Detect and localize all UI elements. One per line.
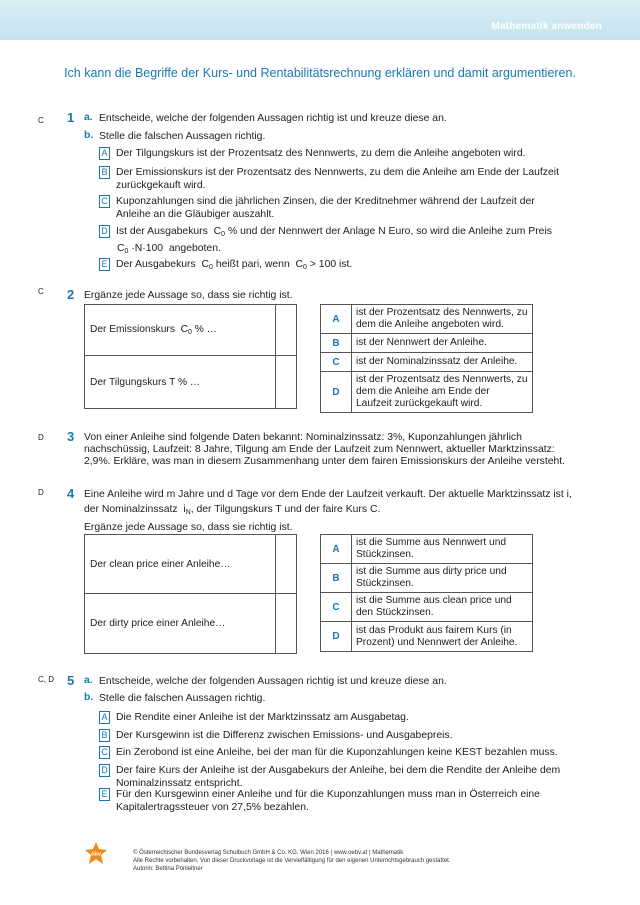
task5-level: C, D (38, 675, 54, 684)
task2-option-c: ist der Nominalzinssatz der Anleihe. (352, 353, 533, 372)
task2-left-statement-1: Der Emissionskurs C0 % … (85, 305, 276, 356)
task5-a-label: a. (84, 675, 93, 686)
task4-right-table (320, 534, 533, 652)
task5-checkbox-a[interactable]: A (99, 711, 110, 724)
task1-a-text: Entscheide, welche der folgenden Aussagen richtig ist und kreuze diese an. (99, 113, 447, 124)
task1-statement-a: Der Tilgungskurs ist der Prozentsatz des Nennwerts, zu dem die Anleihe angeboten wird. (116, 148, 526, 159)
task4-option-label-d: D (321, 622, 352, 652)
task4-option-c: ist die Summe aus clean price und den Stückzinsen. (352, 593, 533, 622)
task4-option-d: ist das Produkt aus fairem Kurs (in Prozent) und Nennwert der Anleihe. (352, 622, 533, 652)
task5-statement-c: Ein Zerobond ist eine Anleihe, bei der man für die Kuponzahlungen keine KEST bezahlen muss. (116, 747, 558, 758)
task2-option-a: ist der Prozentsatz des Nennwerts, zu dem die Anleihe angeboten wird. (352, 305, 533, 334)
task1-statement-c-line1: Kuponzahlungen sind die jährlichen Zinsen, die der Kreditnehmer während der Laufzeit der (116, 196, 535, 207)
task5-statement-e-line1: Für den Kursgewinn einer Anleihe und für die Kuponzahlungen muss man in Österreich eine (116, 789, 540, 800)
task3-number: 3 (67, 429, 75, 444)
task2-option-label-d: D (321, 372, 352, 413)
task4-left-table (84, 534, 297, 654)
task4-left-statement-1: Der clean price einer Anleihe… (85, 535, 276, 594)
task1-b-label: b. (84, 130, 94, 141)
task1-statement-d-line2: C0 ·N·100 angeboten. (117, 243, 221, 255)
task5-statement-d-line2: Nominalzinssatz entspricht. (116, 778, 243, 789)
task2-level: C (38, 287, 44, 296)
task2-intro: Ergänze jede Aussage so, dass sie richtig ist. (84, 290, 293, 301)
task5-checkbox-e[interactable]: E (99, 788, 110, 801)
task1-number: 1 (67, 110, 75, 125)
task5-checkbox-c[interactable]: C (99, 746, 110, 759)
task3-line1: Von einer Anleihe sind folgende Daten bekannt: Nominalzinssatz: 3%, Kuponzahlungen jährlich (84, 432, 522, 443)
task5-number: 5 (67, 673, 75, 688)
task4-answer-cell-2[interactable] (276, 594, 297, 654)
task1-level: C (38, 116, 44, 125)
task4-option-b: ist die Summe aus dirty price und Stückzinsen. (352, 564, 533, 593)
task1-statement-c-line2: Anleihe an die Gläubiger auszahlt. (116, 209, 275, 220)
header-band (0, 0, 640, 40)
task3-line2: nachschüssig, Laufzeit: 8 Jahre, Tilgung am Ende der Laufzeit zum Nennwert, aktueller Marktzinssatz: (84, 444, 555, 455)
footer-author: Autorin: Bettina Ponleitner (133, 866, 203, 872)
task4-line1: Eine Anleihe wird m Jahre und d Tage vor dem Ende der Laufzeit verkauft. Der aktuelle Marktzinssatz ist i, (84, 489, 572, 500)
task5-a-text: Entscheide, welche der folgenden Aussagen richtig ist und kreuze diese an. (99, 676, 447, 687)
task2-right-table (320, 304, 533, 413)
task1-checkbox-c[interactable]: C (99, 195, 110, 208)
publisher-logo-text: öbv (91, 851, 101, 858)
task3-level: D (38, 433, 44, 442)
task5-statement-b: Der Kursgewinn ist die Differenz zwischen Emissions- und Ausgabepreis. (116, 730, 453, 741)
task3-line3: 2,9%. Erkläre, was man in diesem Zusammenhang unter dem fairen Emissionskurs der Anleihe versteht. (84, 456, 566, 467)
task4-intro: Ergänze jede Aussage so, dass sie richtig ist. (84, 522, 293, 533)
task1-checkbox-a[interactable]: A (99, 147, 110, 160)
task4-option-label-a: A (321, 535, 352, 564)
task5-b-text: Stelle die falschen Aussagen richtig. (99, 693, 266, 704)
task4-answer-cell-1[interactable] (276, 535, 297, 594)
task4-option-label-b: B (321, 564, 352, 593)
task5-b-label: b. (84, 692, 94, 703)
task1-checkbox-d[interactable]: D (99, 225, 110, 238)
task2-answer-cell-1[interactable] (276, 305, 297, 356)
task1-statement-b-line2: zurückgekauft wird. (116, 180, 206, 191)
task5-checkbox-d[interactable]: D (99, 764, 110, 777)
footer-rights: Alle Rechte vorbehalten. Von dieser Druckvorlage ist die Vervielfältigung für den eigenen Unterrichtsgebrauch gestattet. (133, 858, 451, 864)
task4-number: 4 (67, 486, 75, 501)
task1-statement-e: Der Ausgabekurs C0 heißt pari, wenn C0 > 100 ist. (116, 259, 353, 271)
learning-goal: Ich kann die Begriffe der Kurs- und Rentabilitätsrechnung erklären und damit argumentieren. (64, 66, 576, 80)
task2-answer-cell-2[interactable] (276, 356, 297, 409)
task4-option-a: ist die Summe aus Nennwert und Stückzinsen. (352, 535, 533, 564)
task5-checkbox-b[interactable]: B (99, 729, 110, 742)
task2-left-table (84, 304, 297, 409)
task1-a-label: a. (84, 112, 93, 123)
task4-line2: der Nominalzinssatz iN, der Tilgungskurs T und der faire Kurs C. (84, 504, 381, 516)
task5-statement-d-line1: Der faire Kurs der Anleihe ist der Ausgabekurs der Anleihe, bei dem die Rendite der Anleihe dem (116, 765, 561, 776)
task5-statement-e-line2: Kapitalertragssteuer von 27,5% bezahlen. (116, 802, 309, 813)
task2-left-statement-2: Der Tilgungskurs T % … (85, 356, 276, 409)
task2-option-b: ist der Nennwert der Anleihe. (352, 334, 533, 353)
task4-left-statement-2: Der dirty price einer Anleihe… (85, 594, 276, 654)
task4-level: D (38, 488, 44, 497)
task5-statement-a: Die Rendite einer Anleihe ist der Marktzinssatz am Ausgabetag. (116, 712, 409, 723)
header-title: Mathematik anwenden (491, 21, 602, 32)
task2-option-label-b: B (321, 334, 352, 353)
task1-statement-b-line1: Der Emissionskurs ist der Prozentsatz des Nennwerts, zu dem die Anleihe am Ende der Laufzeit (116, 167, 559, 178)
footer-copyright: © Österreichischer Bundesverlag Schulbuch GmbH & Co. KG, Wien 2016 | www.oebv.at | Mathematik (133, 850, 404, 856)
task2-option-label-a: A (321, 305, 352, 334)
task1-checkbox-b[interactable]: B (99, 166, 110, 179)
task4-option-label-c: C (321, 593, 352, 622)
task2-number: 2 (67, 287, 75, 302)
task1-b-text: Stelle die falschen Aussagen richtig. (99, 131, 266, 142)
publisher-logo-icon (84, 841, 108, 865)
task2-option-d: ist der Prozentsatz des Nennwerts, zu dem die Anleihe am Ende der Laufzeit zurückgekauft wird. (352, 372, 533, 413)
task2-option-label-c: C (321, 353, 352, 372)
task1-statement-d-line1: Ist der Ausgabekurs C0 % und der Nennwert der Anlage N Euro, so wird die Anleihe zum Preis (116, 226, 552, 238)
task1-checkbox-e[interactable]: E (99, 258, 110, 271)
